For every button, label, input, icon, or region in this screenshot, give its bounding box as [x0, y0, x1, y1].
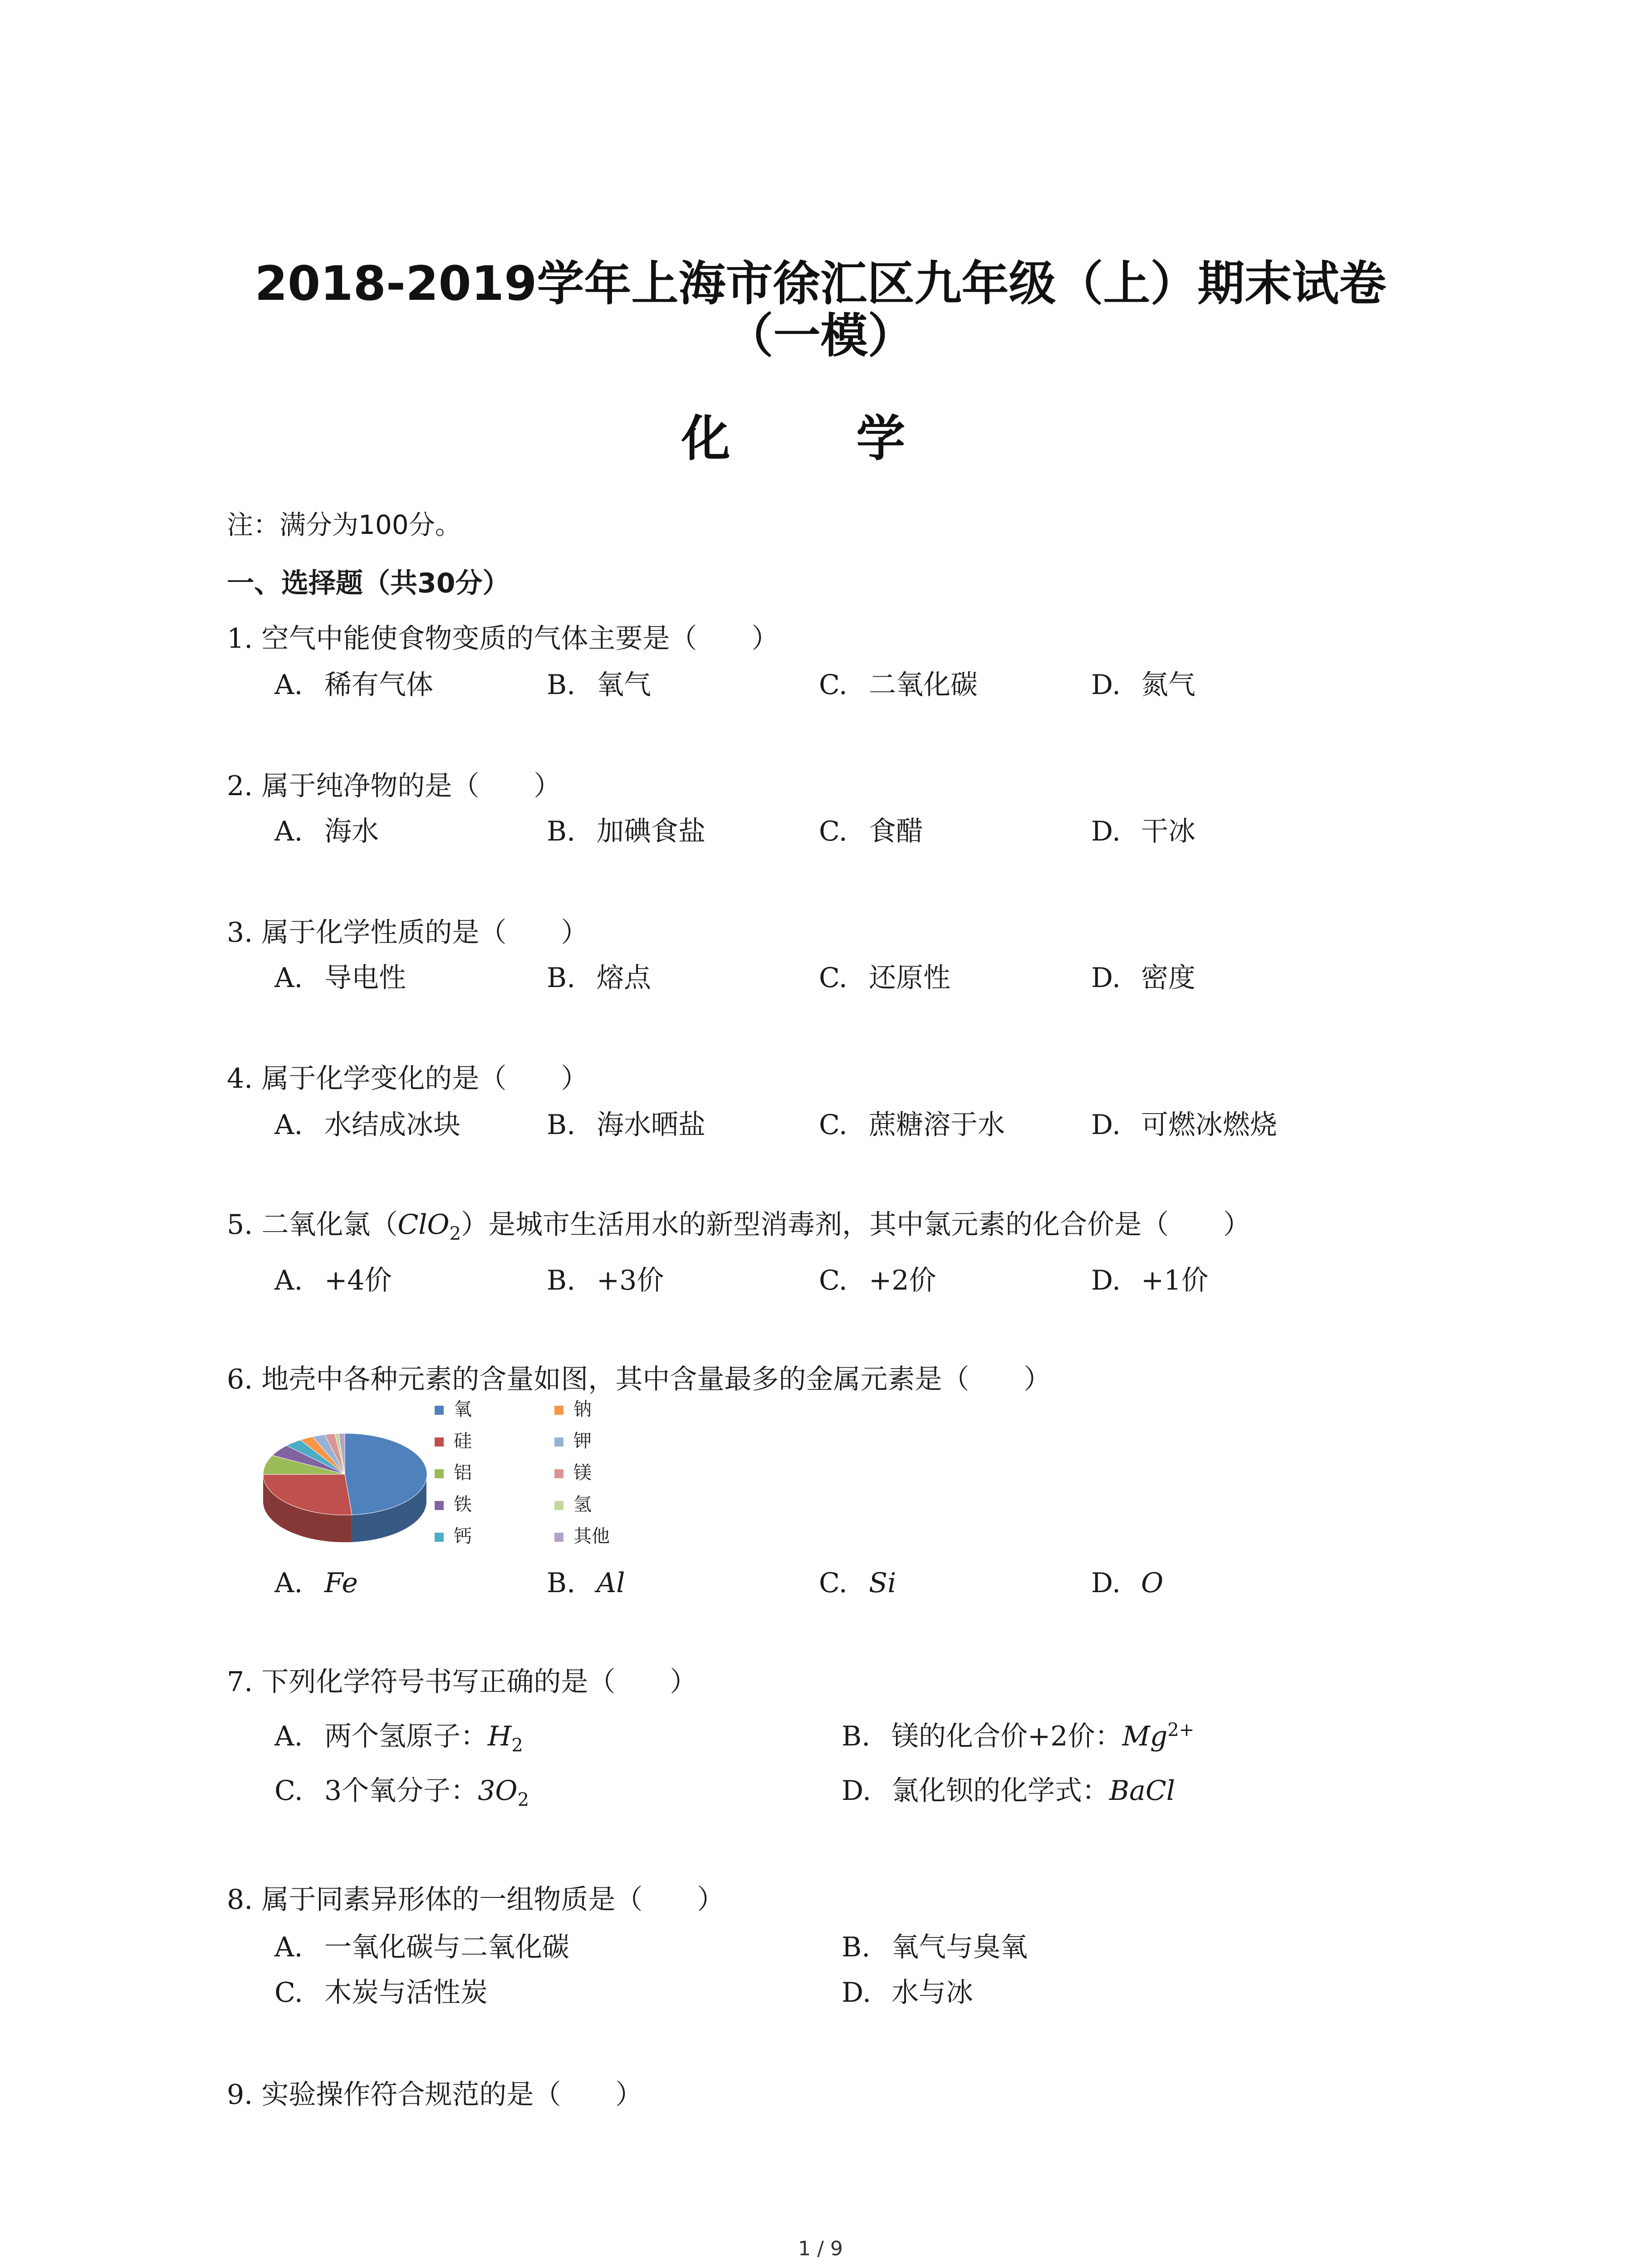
q4-option-b: B. 海水晒盐: [547, 1109, 705, 1141]
legend-swatch: [435, 1501, 444, 1510]
question-9-stem: 9. 实验操作符合规范的是（ ）: [227, 2079, 643, 2111]
legend-label: 镁: [573, 1462, 592, 1483]
legend-swatch: [435, 1406, 444, 1415]
legend-swatch: [554, 1406, 563, 1415]
question-6-stem: 6. 地壳中各种元素的含量如图，其中含量最多的金属元素是（ ）: [227, 1364, 1051, 1395]
question-4-stem: 4. 属于化学变化的是（ ）: [227, 1063, 588, 1095]
q8-option-a: A. 一氧化碳与二氧化碳: [274, 1931, 569, 1963]
exam-title-line1: 2018-2019学年上海市徐汇区九年级（上）期末试卷: [255, 256, 1386, 311]
q8-option-d: D. 水与冰: [842, 1977, 973, 2009]
q2-option-c: C. 食醋: [819, 816, 923, 847]
question-3-stem: 3. 属于化学性质的是（ ）: [227, 917, 588, 948]
q3-option-c: C. 还原性: [819, 962, 950, 994]
q7-option-c: C. 3个氧分子：$3O_2$: [274, 1775, 529, 1810]
legend-swatch: [435, 1533, 444, 1542]
q3-option-a: A. 导电性: [274, 962, 406, 994]
subject-title: 化 学: [681, 411, 960, 467]
legend-item-钙: [435, 1522, 472, 1548]
q8-option-c: C. 木炭与活性炭: [274, 1977, 488, 2009]
q7-option-d: D. 氯化钡的化学式：BaCl: [842, 1775, 1175, 1807]
legend-label: 钠: [573, 1399, 592, 1420]
question-7-stem: 7. 下列化学符号书写正确的是（ ）: [227, 1666, 697, 1698]
legend-label: 钾: [573, 1431, 592, 1452]
legend-item-铝: [435, 1458, 472, 1484]
q3-option-b: B. 熔点: [547, 962, 651, 994]
legend-label: 其他: [573, 1526, 610, 1547]
legend-item-氢: [554, 1490, 592, 1516]
legend-item-铁: [435, 1490, 472, 1516]
q4-option-a: A. 水结成冰块: [274, 1109, 460, 1141]
legend-swatch: [554, 1501, 563, 1510]
q6-option-a: A. Fe: [274, 1567, 358, 1599]
q2-option-a: A. 海水: [274, 816, 379, 847]
q2-option-d: D. 干冰: [1091, 816, 1195, 847]
legend-label: 硅: [454, 1431, 472, 1452]
legend-label: 钙: [454, 1526, 472, 1547]
q5-option-a: A. +4价: [274, 1265, 392, 1296]
legend-label: 氧: [454, 1399, 472, 1420]
q5-option-d: D. +1价: [1091, 1265, 1209, 1296]
legend-swatch: [554, 1437, 563, 1447]
legend-swatch: [554, 1469, 563, 1478]
q5-option-b: B. +3价: [547, 1265, 664, 1296]
legend-item-钾: [554, 1427, 592, 1452]
legend-swatch: [435, 1437, 444, 1447]
q1-option-c: C. 二氧化碳: [819, 669, 978, 701]
q8-option-b: B. 氧气与臭氧: [842, 1931, 1028, 1963]
q5-option-c: C. +2价: [819, 1265, 936, 1296]
question-1-stem: 1. 空气中能使食物变质的气体主要是（ ）: [227, 623, 779, 655]
section-title: 一、选择题（共30分）: [227, 567, 510, 599]
legend-swatch: [554, 1533, 563, 1542]
legend-label: 铁: [454, 1494, 472, 1515]
legend-label: 铝: [454, 1462, 472, 1483]
question-2-stem: 2. 属于纯净物的是（ ）: [227, 770, 561, 802]
q6-option-b: B. Al: [547, 1567, 625, 1599]
q7-option-a: A. 两个氢原子：$H_2$: [274, 1721, 523, 1756]
crust-elements-pie-chart: [259, 1424, 431, 1542]
pie-slices: [263, 1433, 427, 1515]
q1-option-b: B. 氧气: [547, 669, 651, 701]
legend-item-镁: [554, 1458, 592, 1484]
legend-item-硅: [435, 1427, 472, 1452]
legend-item-钠: [554, 1395, 592, 1421]
q4-option-c: C. 蔗糖溶于水: [819, 1109, 1005, 1141]
legend-swatch: [435, 1469, 444, 1478]
score-note: 注：满分为100分。: [227, 509, 461, 540]
q1-option-a: A. 稀有气体: [274, 669, 433, 701]
q3-option-d: D. 密度: [1091, 962, 1195, 994]
q1-option-d: D. 氮气: [1091, 669, 1195, 701]
page-number: 1 / 9: [798, 2237, 843, 2260]
q6-option-c: C. Si: [819, 1567, 896, 1599]
question-5-stem: 5. 二氧化氯（ClO$_2$）是城市生活用水的新型消毒剂，其中氯元素的化合价是（ ）: [227, 1209, 1251, 1244]
q6-option-d: D. O: [1091, 1567, 1164, 1599]
legend-label: 氢: [573, 1494, 592, 1515]
question-8-stem: 8. 属于同素异形体的一组物质是（ ）: [227, 1884, 725, 1916]
q4-option-d: D. 可燃冰燃烧: [1091, 1109, 1277, 1141]
legend-item-其他: [554, 1522, 610, 1548]
q7-option-b: B. 镁的化合价+2价：$Mg^{2+}$: [842, 1720, 1195, 1752]
exam-title-line2: （一模）: [726, 308, 915, 363]
q2-option-b: B. 加碘食盐: [547, 816, 705, 847]
legend-item-氧: [435, 1395, 472, 1421]
